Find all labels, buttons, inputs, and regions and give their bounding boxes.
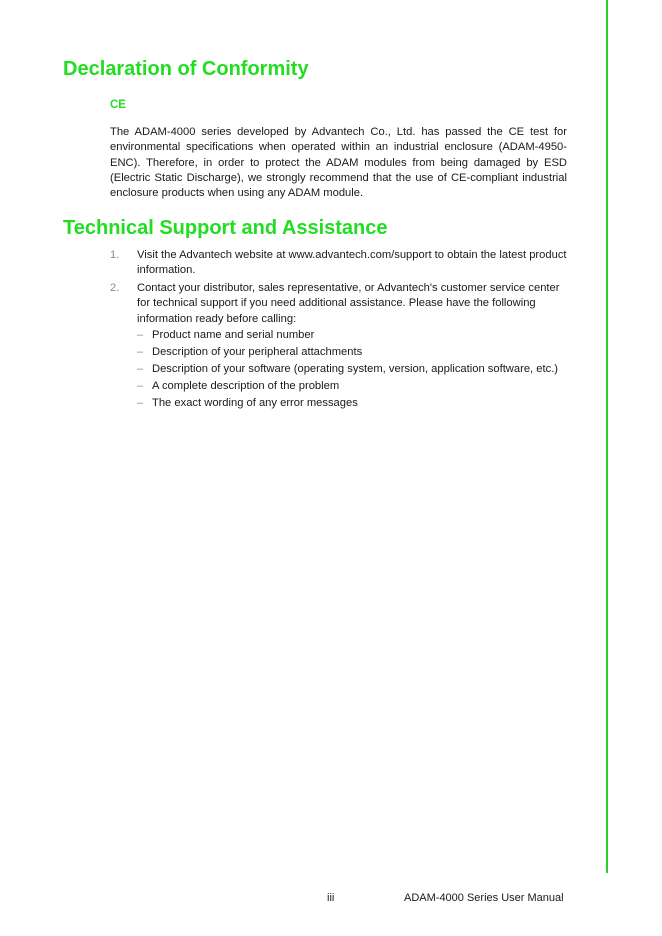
- dash-bullet: –: [137, 380, 144, 393]
- dash-bullet: –: [137, 346, 144, 359]
- sublist-item: [137, 379, 572, 394]
- sublist-item-text: Description of your peripheral attachments: [152, 346, 363, 359]
- list-item-text: Visit the Advantech website at www.advantech.com/support to obtain the latest product information.: [137, 249, 567, 277]
- support-info-sublist: [137, 328, 572, 411]
- sublist-item: [137, 396, 572, 411]
- list-number: 1.: [110, 249, 120, 261]
- dash-bullet: –: [137, 397, 144, 410]
- sublist-item: [137, 345, 572, 360]
- ce-paragraph: The ADAM-4000 series developed by Advantech Co., Ltd. has passed the CE test for environmental specifications when operated within an industrial enclosure (ADAM-4950-ENC). Therefore, in order to protect the ADAM modules from being damaged by ESD (Electric Static Discharge), we strongly recommend that the use of CE-compliant industrial enclosure products when using any ADAM module.: [110, 126, 567, 200]
- footer-manual-title: ADAM-4000 Series User Manual: [404, 892, 564, 904]
- sublist-item-text: The exact wording of any error messages: [152, 397, 358, 410]
- list-item: [110, 248, 572, 279]
- page-side-rule: [606, 0, 608, 873]
- sublist-item-text: A complete description of the problem: [152, 380, 340, 393]
- support-list: [110, 248, 572, 413]
- sublist-item-text: Product name and serial number: [152, 329, 315, 342]
- sublist-item: [137, 362, 572, 377]
- sublist-item-text: Description of your software (operating system, version, application software, etc.): [152, 363, 559, 376]
- list-item: [110, 281, 572, 412]
- subheading-ce: CE: [110, 99, 126, 111]
- dash-bullet: –: [137, 329, 144, 342]
- list-number: 2.: [110, 281, 120, 294]
- dash-bullet: –: [137, 363, 144, 376]
- heading-technical-support: Technical Support and Assistance: [63, 217, 388, 239]
- heading-declaration-of-conformity: Declaration of Conformity: [63, 58, 309, 80]
- list-item-text: Contact your distributor, sales representative, or Advantech's customer service center for technical support if you need additional assistance. Please have the following information ready before calling:: [137, 281, 560, 325]
- footer-page-number: iii: [327, 892, 335, 904]
- sublist-item: [137, 328, 572, 343]
